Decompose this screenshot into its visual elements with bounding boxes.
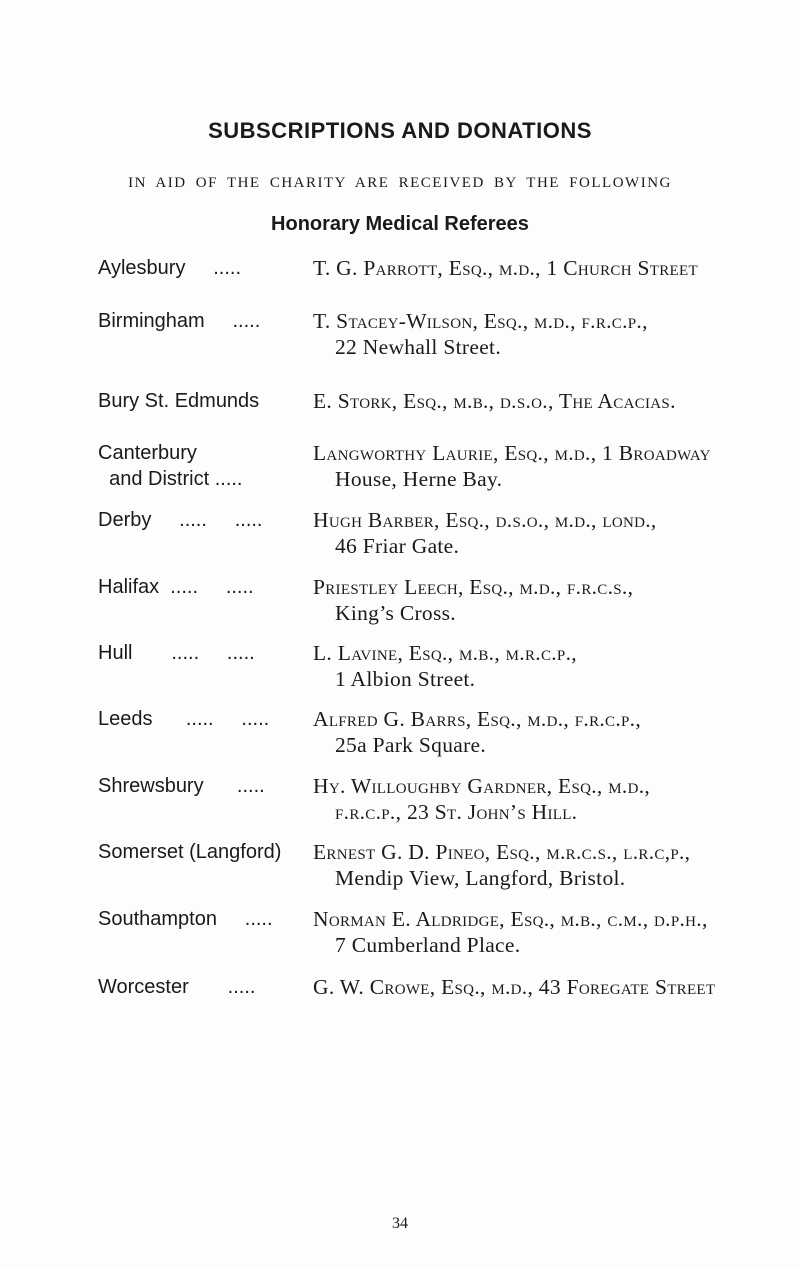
referee-details: G. W. Crowe, Esq., m.d., 43 Foregate Street	[313, 975, 716, 999]
referee-details: L. Lavine, Esq., m.b., m.r.c.p., 1 Albion Street.	[313, 641, 577, 691]
referee-details: Priestley Leech, Esq., m.d., f.r.c.s., King’s Cross.	[313, 575, 634, 625]
referee-details: Hugh Barber, Esq., d.s.o., m.d., lond., 46 Friar Gate.	[313, 508, 657, 558]
place-name: Leeds ..... .....	[98, 708, 270, 730]
place-name: Southampton .....	[98, 908, 273, 930]
place-name: Shrewsbury .....	[98, 775, 265, 797]
referee-details: Langworthy Laurie, Esq., m.d., 1 Broadway House, Herne Bay.	[313, 441, 711, 491]
place-name: Canterbury and District .....	[98, 442, 243, 490]
place-name: Somerset (Langford)	[98, 841, 282, 863]
referee-details: Norman E. Aldridge, Esq., m.b., c.m., d.p.h., 7 Cumberland Place.	[313, 907, 708, 957]
place-name: Derby ..... .....	[98, 509, 263, 531]
place-name: Birmingham .....	[98, 310, 261, 332]
referee-details: T. G. Parrott, Esq., m.d., 1 Church Street	[313, 256, 698, 280]
referee-details: Hy. Willoughby Gardner, Esq., m.d., f.r.c.p., 23 St. John’s Hill.	[313, 774, 651, 824]
place-name: Halifax ..... .....	[98, 576, 254, 598]
referee-details: Ernest G. D. Pineo, Esq., m.r.c.s., l.r.c,p., Mendip View, Langford, Bristol.	[313, 840, 691, 890]
page-number: 34	[392, 1215, 408, 1232]
page-title: SUBSCRIPTIONS AND DONATIONS	[208, 118, 592, 143]
place-name: Worcester .....	[98, 976, 256, 998]
place-name: Bury St. Edmunds	[98, 390, 260, 412]
page-subtitle: IN AID OF THE CHARITY ARE RECEIVED BY THE FOLLOWING	[128, 175, 672, 191]
place-name: Hull ..... .....	[98, 642, 255, 664]
referee-details: T. Stacey-Wilson, Esq., m.d., f.r.c.p., 22 Newhall Street.	[313, 309, 648, 359]
referee-details: E. Stork, Esq., m.b., d.s.o., The Acacias.	[313, 389, 676, 413]
section-heading: Honorary Medical Referees	[271, 213, 529, 235]
referee-details: Alfred G. Barrs, Esq., m.d., f.r.c.p., 25a Park Square.	[313, 707, 642, 757]
place-name: Aylesbury .....	[98, 257, 242, 279]
